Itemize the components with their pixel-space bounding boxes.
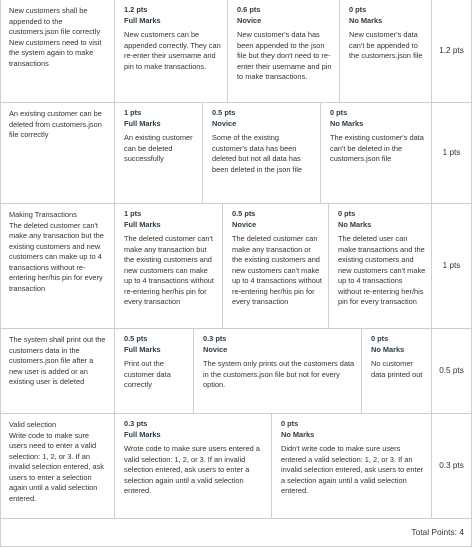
rating-text: The deleted user can make transactions and the existing customers and new customers can't make up to 4 transactions without re-entering her/his pin for every transaction (338, 234, 426, 307)
rating-text: The deleted customer can't make any transaction but the existing customers and new customers can make up to 4 transactions without re-entering her/his pin for every transaction (124, 234, 214, 307)
rating-label: Full Marks (124, 219, 161, 229)
rating-label: No Marks (338, 219, 372, 229)
criterion-row (1, 0, 471, 103)
rating-label: Full Marks (124, 344, 161, 354)
rating-cell (115, 414, 271, 518)
rating-text: Wrote code to make sure users entered a valid selection: 1, 2, or 3. If an invalid selection entered, ask users to enter a selection again until a valid selection entered. (124, 444, 260, 496)
rating-label: No Marks (371, 344, 405, 354)
rating-label: Full Marks (124, 15, 161, 25)
rating-points: 1 pts (124, 209, 142, 218)
rating-cell (339, 0, 433, 102)
rating-text: New customers can be appended correctly. They can re-enter their username and pin to make transactions. (124, 30, 221, 71)
rating-points: 0 pts (330, 108, 348, 117)
ratings-group (115, 329, 431, 413)
criterion-text: The system shall print out the customers data in the customers.json file after a new user is added or an existing user is deleted (9, 335, 106, 387)
criterion-row (1, 414, 471, 519)
criterion-title: Making Transactions (9, 210, 77, 219)
criterion-description (1, 329, 115, 413)
rating-label: Full Marks (124, 118, 161, 128)
rating-text: Print out the customer data correctly (124, 359, 171, 390)
criterion-description (1, 414, 115, 518)
rating-points: 0 pts (281, 419, 299, 428)
criterion-row (1, 103, 471, 204)
rating-text: Some of the existing customer's data has been deleted but not all data has been deleted in the json file (212, 133, 302, 174)
criterion-description (1, 103, 115, 203)
rating-cell (320, 103, 433, 203)
criterion-row (1, 204, 471, 329)
rating-cell (222, 204, 328, 328)
rating-text: The system only prints out the customers data in the customers.json file but not for every option. (203, 359, 355, 390)
criterion-points: 1 pts (431, 204, 471, 328)
rating-cell (328, 204, 433, 328)
rating-points: 0.6 pts (237, 5, 261, 14)
rating-text: New customer's data has been appended to the json file but they don't need to re-enter their username and pin to make transactions. (237, 30, 332, 82)
rating-label: Novice (212, 118, 237, 128)
criterion-text: The deleted customer can't make any transaction but the existing customers and new customers can make up to 4 transactions without re-entering her/his pin for every transaction (9, 220, 104, 293)
criterion-row (1, 329, 471, 414)
total-points: Total Points: 4 (1, 519, 471, 547)
rating-text: New customer's data can't be appended to the customers.json file (349, 30, 423, 61)
rating-points: 0.5 pts (212, 108, 236, 117)
criterion-points: 0.3 pts (431, 414, 471, 518)
criterion-description (1, 204, 115, 328)
criterion-text: An existing customer can be deleted from customers.json file correctly (9, 109, 102, 140)
rating-cell (271, 414, 433, 518)
criterion-text: Write code to make sure users need to enter a valid selection: 1, 2, or 3. If an invalid selection entered, ask users to enter a selection again until a valid selection entered. (9, 430, 104, 503)
rating-label: Novice (203, 344, 228, 354)
rating-points: 1 pts (124, 108, 142, 117)
rating-text: The existing customer's data can't be deleted in the customers.json file (330, 133, 424, 164)
rating-cell (193, 329, 361, 413)
rating-cell (115, 103, 202, 203)
rating-points: 0 pts (338, 209, 356, 218)
rating-points: 0.5 pts (232, 209, 256, 218)
rating-label: No Marks (349, 15, 383, 25)
rating-text: An existing customer can be deleted successfully (124, 133, 193, 164)
rating-text: Didn't write code to make sure users entered a valid selection: 1, 2, or 3. If an invalid selection entered, ask users to enter a selection again until a valid selection entered. (281, 444, 424, 496)
criterion-description (1, 0, 115, 102)
rating-label: Novice (232, 219, 257, 229)
ratings-group (115, 0, 431, 102)
rating-points: 0.5 pts (124, 334, 148, 343)
ratings-group (115, 414, 431, 518)
rating-cell (115, 329, 193, 413)
criterion-text: New customers shall be appended to the customers.json file correctly New customers need to visit the system again to make transactions (9, 6, 102, 68)
rating-text: No customer data printed out (371, 359, 423, 379)
rating-points: 0.3 pts (124, 419, 148, 428)
rating-cell (361, 329, 433, 413)
rating-points: 0.3 pts (203, 334, 227, 343)
rating-cell (202, 103, 320, 203)
criterion-title: Valid selection (9, 420, 57, 429)
ratings-group (115, 204, 431, 328)
rating-label: Full Marks (124, 429, 161, 439)
rating-cell (227, 0, 339, 102)
rating-points: 0 pts (349, 5, 367, 14)
criterion-points: 1 pts (431, 103, 471, 203)
rating-cell (115, 0, 227, 102)
rating-label: No Marks (330, 118, 364, 128)
rating-cell (115, 204, 222, 328)
rating-points: 1.2 pts (124, 5, 148, 14)
rating-label: Novice (237, 15, 262, 25)
criterion-points: 0.5 pts (431, 329, 471, 413)
ratings-group (115, 103, 431, 203)
rating-text: The deleted customer can make any transaction or the existing customers and new customers can't make up to 4 transactions without re-entering her/his pin for every transaction (232, 234, 322, 307)
rating-label: No Marks (281, 429, 315, 439)
rating-points: 0 pts (371, 334, 389, 343)
criterion-points: 1.2 pts (431, 0, 471, 102)
